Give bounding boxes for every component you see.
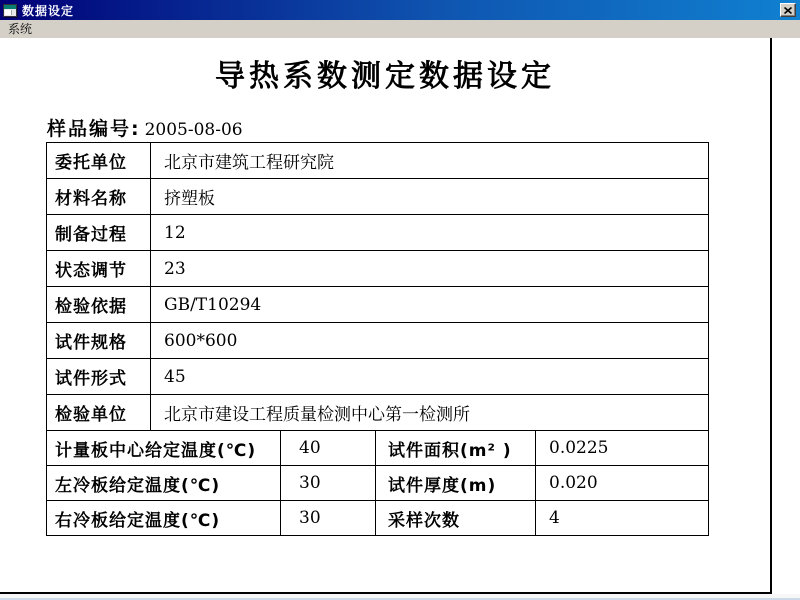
table-row xyxy=(47,179,709,215)
frame-right-border xyxy=(770,38,772,594)
window-bottom-edge xyxy=(0,594,800,600)
table-row xyxy=(47,501,709,536)
value-cell[interactable]: 12 xyxy=(151,215,709,251)
label-cell: 试件规格 xyxy=(47,323,151,359)
label-cell: 左冷板给定温度(℃) xyxy=(47,466,281,501)
value-cell[interactable]: 北京市建设工程质量检测中心第一检测所 xyxy=(151,395,709,431)
label-cell: 材料名称 xyxy=(47,179,151,215)
value-cell[interactable]: 30 xyxy=(281,466,376,501)
sample-number-row xyxy=(47,114,243,141)
value-cell[interactable]: 0.0225 xyxy=(536,431,709,466)
label-cell: 试件面积(m² ) xyxy=(376,431,536,466)
label-cell: 试件厚度(m) xyxy=(376,466,536,501)
table-row xyxy=(47,466,709,501)
close-button[interactable] xyxy=(780,3,796,17)
value-cell[interactable]: 45 xyxy=(151,359,709,395)
value-cell[interactable]: 600*600 xyxy=(151,323,709,359)
value-cell[interactable]: 挤塑板 xyxy=(151,179,709,215)
table-row xyxy=(47,143,709,179)
label-cell: 检验单位 xyxy=(47,395,151,431)
value-cell[interactable]: 4 xyxy=(536,501,709,536)
label-cell: 试件形式 xyxy=(47,359,151,395)
label-cell: 采样次数 xyxy=(376,501,536,536)
table-row xyxy=(47,359,709,395)
table-row xyxy=(47,431,709,466)
data-table xyxy=(46,142,709,536)
window-title: 数据设定 xyxy=(22,3,75,18)
form-icon xyxy=(3,4,17,17)
table-row xyxy=(47,251,709,287)
value-cell[interactable]: GB/T10294 xyxy=(151,287,709,323)
label-cell: 计量板中心给定温度(℃) xyxy=(47,431,281,466)
value-cell[interactable]: 北京市建筑工程研究院 xyxy=(151,143,709,179)
page-title: 导热系数测定数据设定 xyxy=(215,59,555,94)
sample-number-value[interactable]: 2005-08-06 xyxy=(144,120,243,140)
table-row xyxy=(47,323,709,359)
client-area xyxy=(0,38,800,600)
label-cell: 右冷板给定温度(℃) xyxy=(47,501,281,536)
label-cell: 检验依据 xyxy=(47,287,151,323)
menubar xyxy=(0,20,800,38)
label-cell: 状态调节 xyxy=(47,251,151,287)
titlebar xyxy=(0,0,800,20)
label-cell: 委托单位 xyxy=(47,143,151,179)
sample-number-label: 样品编号: xyxy=(47,118,141,140)
value-cell[interactable]: 30 xyxy=(281,501,376,536)
label-cell: 制备过程 xyxy=(47,215,151,251)
table-row xyxy=(47,287,709,323)
table-row xyxy=(47,215,709,251)
value-cell[interactable]: 0.020 xyxy=(536,466,709,501)
value-cell[interactable]: 23 xyxy=(151,251,709,287)
close-icon xyxy=(784,7,792,14)
table-row xyxy=(47,395,709,431)
value-cell[interactable]: 40 xyxy=(281,431,376,466)
menu-item-system[interactable]: 系统 xyxy=(8,22,33,36)
